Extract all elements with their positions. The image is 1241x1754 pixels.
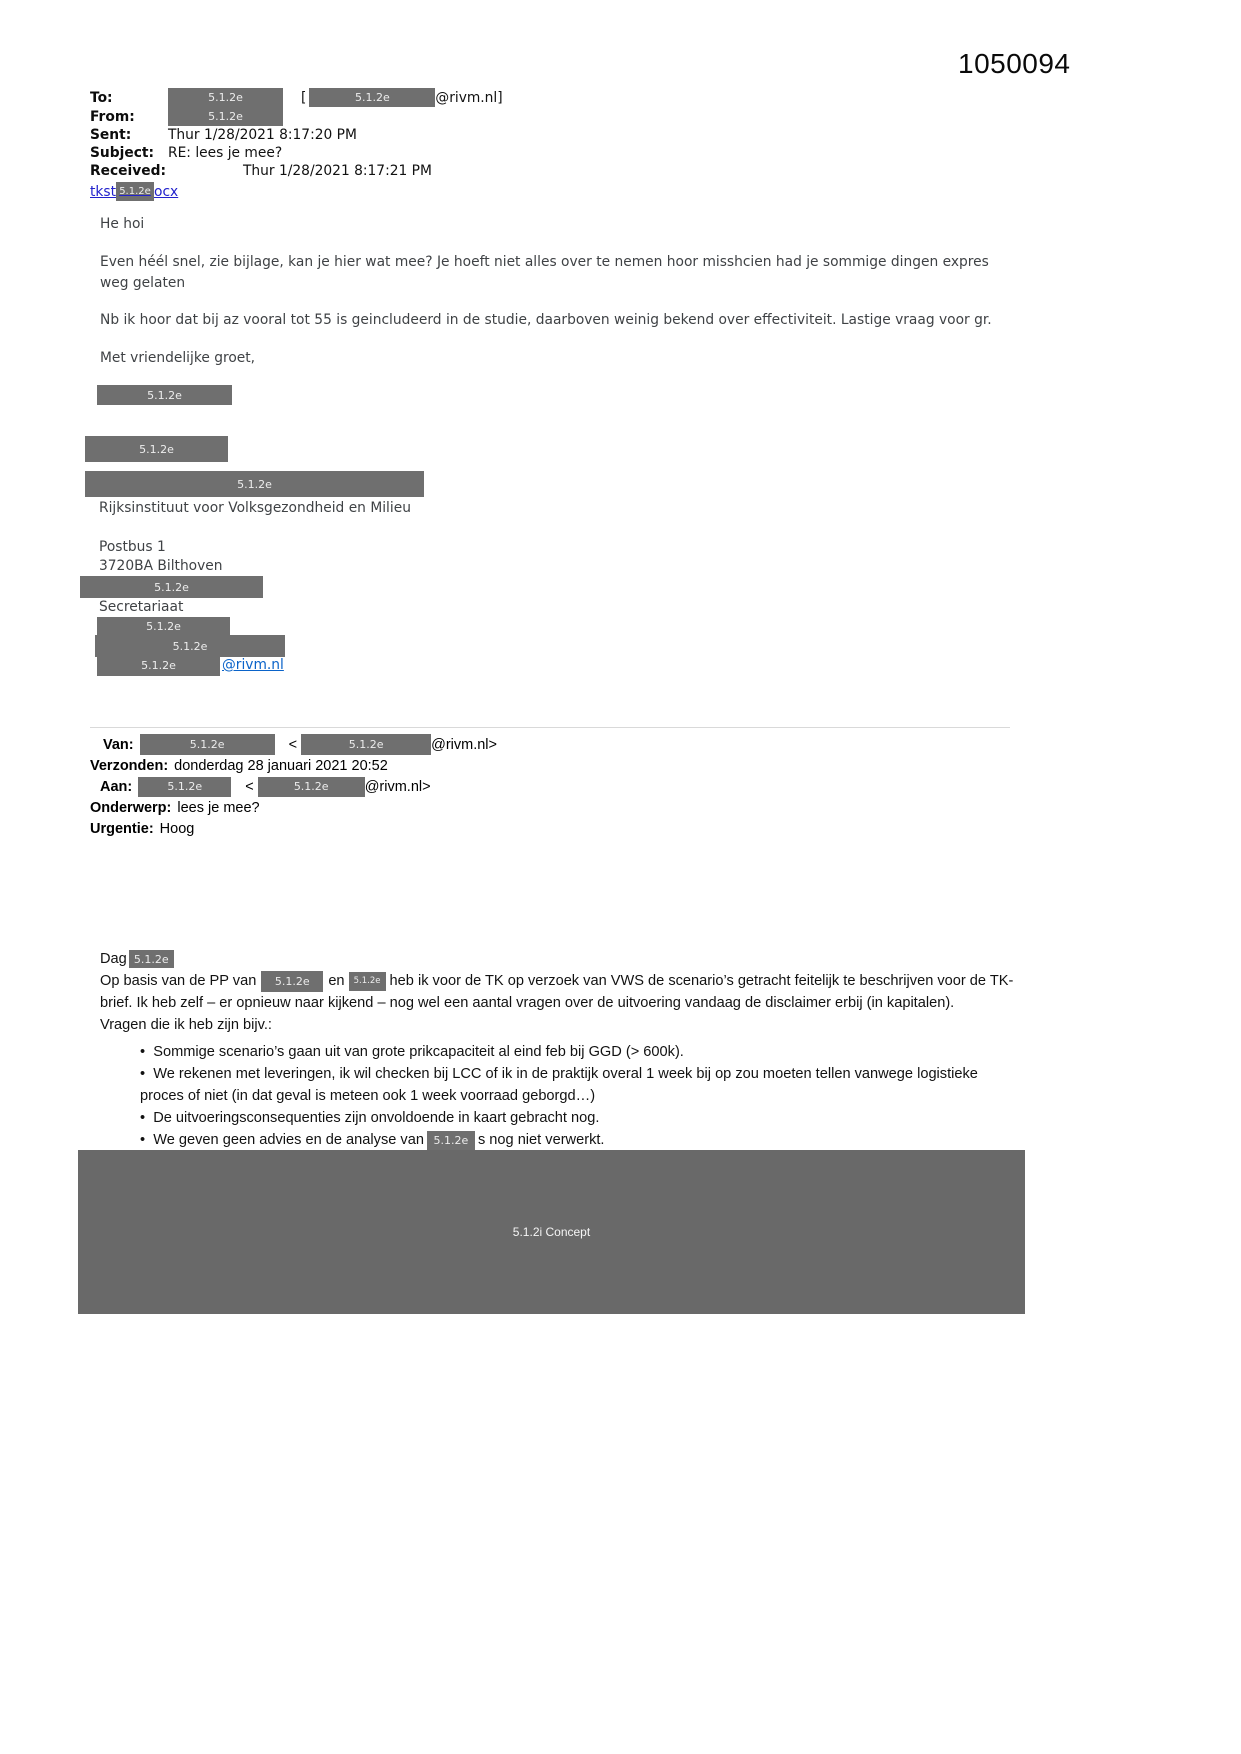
salutation-line — [100, 948, 1022, 970]
organization-name: Rijksinstituut voor Volksgezondheid en Milieu — [99, 500, 411, 516]
angle-bracket: < — [288, 736, 298, 753]
onderwerp-row — [90, 797, 1030, 818]
redaction-box: 5.1.2e — [85, 471, 424, 497]
bullet-item — [140, 1129, 1022, 1151]
salutation: Dag — [100, 951, 127, 967]
paragraph-text: en — [328, 973, 345, 989]
bullet-text: Sommige scenario’s gaan uit van grote prikcapaciteit al eind feb bij GGD (> 600k). — [153, 1044, 684, 1060]
van-address-suffix: @rivm.nl> — [431, 736, 497, 753]
bullet-text: We geven geen advies en de analyse van — [153, 1132, 424, 1148]
aan-label: Aan: — [100, 778, 133, 795]
address-line: Postbus 1 — [99, 539, 166, 555]
department-name: Secretariaat — [99, 599, 184, 615]
onderwerp-value: lees je mee? — [177, 799, 260, 816]
sent-value: Thur 1/28/2021 8:17:20 PM — [168, 127, 357, 143]
subject-label: Subject: — [90, 145, 155, 161]
banner-label: 5.1.2i Concept — [512, 1225, 591, 1239]
redaction-box: 5.1.2e — [258, 777, 365, 797]
bullet-text: De uitvoeringsconsequenties zijn onvoldoende in kaart gebracht nog. — [153, 1110, 600, 1126]
paragraph-text: Op basis van de PP van — [100, 973, 257, 989]
redaction-box: 5.1.2e — [97, 655, 220, 676]
bullet-item — [140, 1041, 1022, 1063]
redaction-box: 5.1.2e — [301, 734, 431, 755]
redaction-box: 5.1.2e — [168, 107, 283, 126]
attachment-name-prefix: tkst — [90, 183, 116, 200]
email-header — [90, 88, 1030, 201]
email-link[interactable]: @rivm.nl — [222, 657, 284, 673]
received-row — [90, 162, 1030, 180]
signature-block — [80, 385, 1002, 676]
body-paragraph: Even héél snel, zie bijlage, kan je hier wat mee? Je hoeft niet alles over te nemen hoor misshcien had je sommige dingen expres weg gelaten — [100, 254, 989, 291]
redaction-box: 5.1.2e — [116, 182, 154, 201]
subject-row — [90, 144, 1030, 162]
bullet-list — [140, 1041, 1022, 1151]
to-address-suffix: @rivm.nl] — [435, 89, 503, 106]
redaction-box: 5.1.2e — [80, 576, 263, 598]
quoted-email-header — [90, 734, 1030, 839]
verzonden-row — [90, 755, 1030, 776]
body-paragraph: Nb ik hoor dat bij az vooral tot 55 is geincludeerd in de studie, daarboven weinig bekend over effectiviteit. Lastige vraag voor gr. — [100, 312, 992, 328]
closing-line: Met vriendelijke groet, — [100, 350, 256, 366]
attachment-link[interactable] — [90, 182, 178, 201]
from-label: From: — [90, 108, 135, 125]
urgentie-label: Urgentie: — [90, 820, 154, 837]
bullet-item — [140, 1063, 1022, 1107]
subject-value: RE: lees je mee? — [168, 145, 283, 161]
aan-row — [90, 776, 1030, 797]
redaction-box: 5.1.2e — [95, 635, 285, 657]
verzonden-label: Verzonden: — [90, 757, 169, 774]
section-divider — [90, 727, 1010, 728]
onderwerp-label: Onderwerp: — [90, 799, 172, 816]
received-value: Thur 1/28/2021 8:17:21 PM — [243, 163, 432, 179]
paragraph-text: heb ik voor de TK op verzoek van VWS de scenario’s getracht feitelijk te beschrijven voor de TK-brief. Ik heb zelf – er opnieuw naar kijkend – nog wel een aantal vragen over de uitvoering vandaag de disclaimer erbij (in kapitalen). — [100, 973, 1014, 1011]
to-bracket: [ — [301, 89, 307, 106]
redaction-box: 5.1.2e — [309, 88, 435, 107]
to-label: To: — [90, 89, 113, 106]
redaction-box: 5.1.2e — [129, 950, 174, 968]
redaction-box: 5.1.2e — [427, 1131, 475, 1150]
received-label: Received: — [90, 163, 166, 179]
redaction-box: 5.1.2e — [349, 972, 386, 991]
bullet-text: We rekenen met leveringen, ik wil checken bij LCC of ik in de praktijk overal 1 week bij op zou moeten tellen vanwege logistieke proces of niet (in dat geval is meteen ook 1 week voorraad geborgd…) — [140, 1066, 978, 1104]
redaction-box: 5.1.2e — [138, 777, 231, 797]
bullet-item — [140, 1107, 1022, 1129]
urgentie-value: Hoog — [159, 820, 195, 837]
aan-address-suffix: @rivm.nl> — [364, 778, 431, 795]
signature-email-row — [97, 655, 1002, 676]
van-row — [90, 734, 1030, 755]
concept-banner — [78, 1150, 1025, 1314]
redaction-box: 5.1.2e — [261, 971, 323, 992]
redaction-box: 5.1.2e — [140, 734, 275, 755]
redaction-box: 5.1.2e — [97, 617, 230, 636]
email-body — [80, 214, 1002, 676]
from-row — [90, 107, 1030, 126]
to-row — [90, 88, 1030, 107]
van-label: Van: — [103, 736, 134, 753]
sent-row — [90, 126, 1030, 144]
greeting: He hoi — [100, 216, 145, 232]
attachment-name-suffix: ocx — [154, 183, 179, 200]
angle-bracket: < — [245, 778, 254, 795]
redaction-box: 5.1.2e — [85, 436, 228, 462]
redaction-box: 5.1.2e — [168, 88, 283, 107]
urgentie-row — [90, 818, 1030, 839]
body-paragraph: Vragen die ik heb zijn bijv.: — [100, 1017, 272, 1033]
sent-label: Sent: — [90, 127, 132, 143]
address-line: 3720BA Bilthoven — [99, 558, 223, 574]
redaction-box: 5.1.2e — [97, 385, 232, 405]
bullet-text: s nog niet verwerkt. — [477, 1132, 605, 1148]
body-paragraph — [100, 970, 1022, 1014]
verzonden-value: donderdag 28 januari 2021 20:52 — [174, 757, 388, 774]
document-number: 1050094 — [958, 48, 1071, 79]
